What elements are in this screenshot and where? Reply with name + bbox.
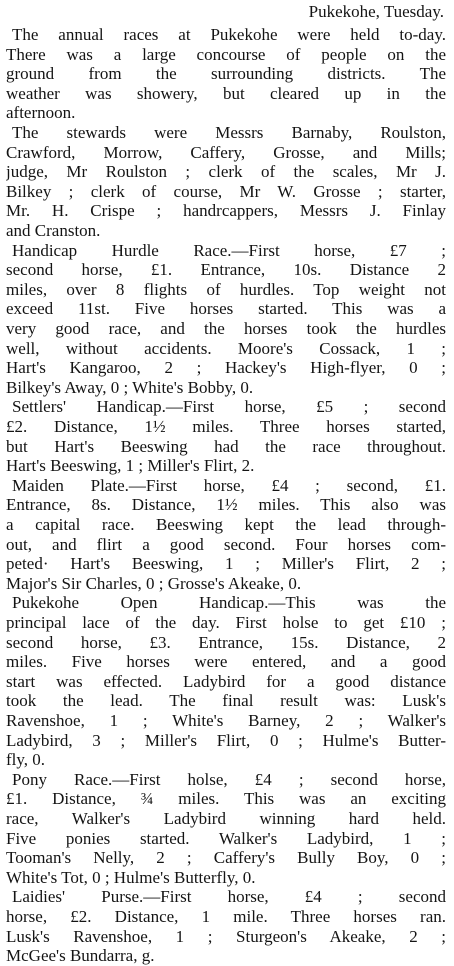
- text-line: second horse, £1. Entrance, 10s. Distance 2: [6, 260, 446, 280]
- text-line: Crawford, Morrow, Caffery, Grosse, and Mills;: [6, 142, 446, 162]
- text-line: fly, 0.: [6, 750, 46, 770]
- text-line: Maiden Plate.—First horse, £4 ; second, £1.: [12, 475, 446, 495]
- text-line: and Cranston.: [6, 221, 101, 240]
- text-line: Bilkey's Away, 0 ; White's Bobby, 0.: [6, 377, 254, 397]
- text-line: Lusk's Ravenshoe, 1 ; Sturgeon's Akeake, 2 ;: [6, 926, 446, 946]
- text-line: race, Walker's Ladybird winning hard held.: [6, 809, 446, 828]
- text-line: miles, over 8 flights of hurdles. Top weight not: [6, 279, 446, 299]
- text-line: The annual races at Pukekohe were held to-day.: [12, 25, 446, 44]
- text-line: exceed 11st. Five horses started. This was a: [6, 299, 446, 319]
- text-line: Ravenshoe, 1 ; White's Barney, 2 ; Walker's: [6, 711, 446, 730]
- text-line: Hart's Beeswing, 1 ; Miller's Flirt, 2.: [6, 456, 255, 476]
- text-line: Mr. H. Crispe ; handrcappers, Messrs J. Finlay: [6, 201, 446, 221]
- text-line: Settlers' Handicap.—First horse, £5 ; second: [12, 397, 446, 417]
- text-line: Laidies' Purse.—First horse, £4 ; second: [12, 887, 446, 907]
- text-line: but Hart's Beeswing had the race throughout.: [6, 436, 446, 456]
- text-line: very good race, and the horses took the hurdles: [6, 319, 446, 338]
- text-line: Bilkey ; clerk of course, Mr W. Grosse ; starter,: [6, 181, 446, 201]
- text-line: There was a large concourse of people on the: [6, 44, 446, 64]
- text-line: principal lace of the day. First holse to get £10 ;: [6, 613, 446, 632]
- text-line: Handicap Hurdle Race.—First horse, £7 ;: [12, 240, 446, 260]
- text-line: took the lead. The final result was: Lusk's: [6, 691, 446, 711]
- text-line: White's Tot, 0 ; Hulme's Butterfly, 0.: [6, 867, 256, 887]
- text-line: horse, £2. Distance, 1 mile. Three horses ran.: [6, 907, 446, 926]
- text-line: out, and flirt a good second. Four horses com-: [6, 534, 446, 554]
- dateline: Pukekohe, Tuesday.: [308, 2, 444, 21]
- text-line: Major's Sir Charles, 0 ; Grosse's Akeake, 0.: [6, 573, 302, 593]
- text-line: judge, Mr Roulston ; clerk of the scales, Mr J.: [6, 162, 446, 182]
- text-line: ground from the surrounding districts. The: [6, 64, 446, 84]
- text-line: afternoon.: [6, 103, 76, 123]
- text-line: peted· Hart's Beeswing, 1 ; Miller's Flirt, 2 ;: [6, 554, 446, 574]
- text-line: Entrance, 8s. Distance, 1½ miles. This also was: [6, 495, 446, 515]
- text-line: Tooman's Nelly, 2 ; Caffery's Bully Boy, 0 ;: [6, 848, 446, 868]
- text-line: Pukekohe Open Handicap.—This was the: [12, 593, 446, 613]
- text-line: £1. Distance, ¾ miles. This was an exciting: [6, 789, 446, 809]
- text-line: Hart's Kangaroo, 2 ; Hackey's High-flyer, 0 ;: [6, 358, 446, 378]
- text-line: a capital race. Beeswing kept the lead through-: [6, 515, 446, 534]
- text-line: Ladybird, 3 ; Miller's Flirt, 0 ; Hulme's Butter-: [6, 730, 446, 750]
- text-line: miles. Five horses were entered, and a good: [6, 652, 446, 672]
- text-line: Pony Race.—First holse, £4 ; second horse,: [12, 769, 446, 789]
- text-line: well, without accidents. Moore's Cossack, 1 ;: [6, 338, 446, 358]
- text-line: McGee's Bundarra, g.: [6, 946, 155, 966]
- text-line: £2. Distance, 1½ miles. Three horses started,: [6, 417, 446, 436]
- text-line: weather was showery, but cleared up in the: [6, 83, 446, 103]
- text-line: second horse, £3. Entrance, 15s. Distance, 2: [6, 632, 446, 652]
- text-line: Five ponies started. Walker's Ladybird, 1 ;: [6, 828, 446, 848]
- text-line: start was effected. Ladybird for a good distance: [6, 671, 446, 691]
- text-line: The stewards were Messrs Barnaby, Roulston,: [12, 123, 446, 142]
